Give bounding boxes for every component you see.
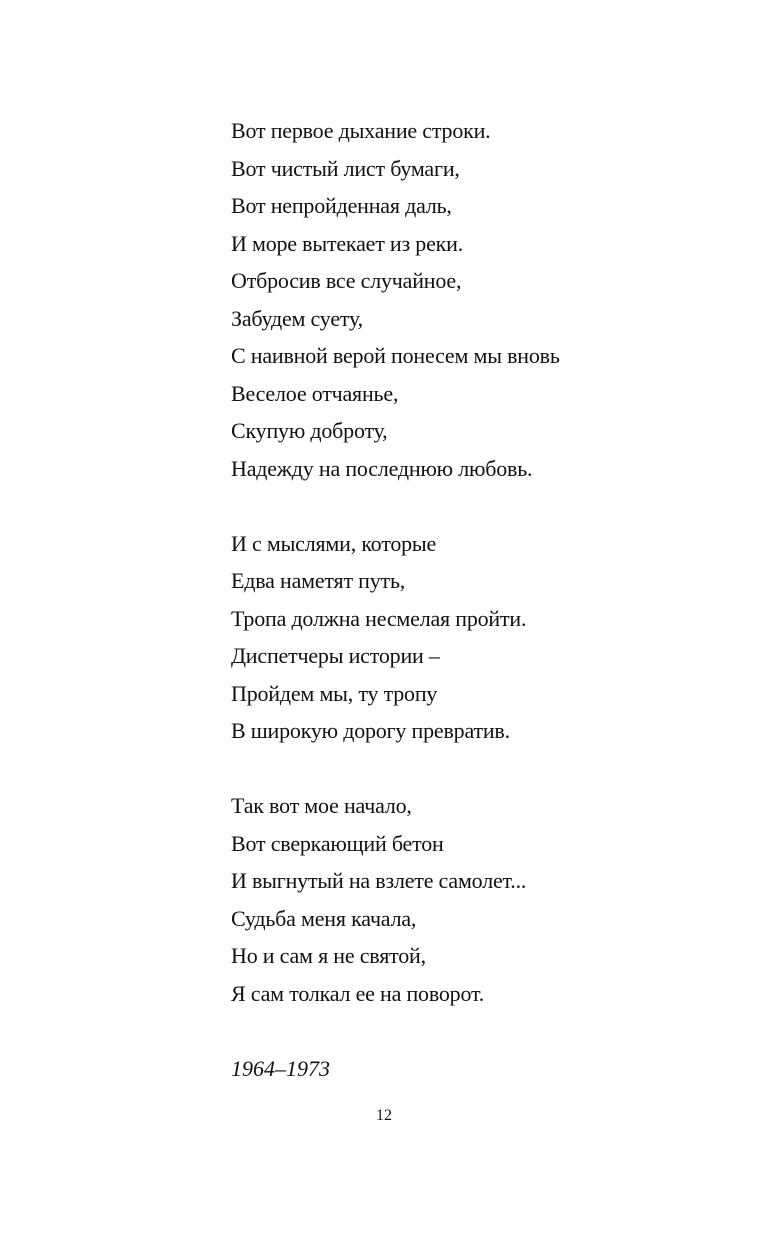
poem-line: Но и сам я не святой, (231, 943, 426, 968)
poem-line: Веселое отчаянье, (231, 380, 399, 406)
page-number: 12 (376, 1107, 392, 1124)
stanza-3 (231, 787, 691, 1012)
poem-line: И выгнутый на взлете самолет... (231, 868, 527, 893)
poem-line: Диспетчеры истории – (231, 643, 440, 668)
stanza-1 (231, 112, 691, 487)
stanza-2 (231, 525, 691, 750)
poem-line: И с мыслями, которые (231, 530, 437, 556)
poem-line: И море вытекает из реки. (231, 230, 464, 256)
poem-line: Вот чистый лист бумаги, (231, 155, 460, 181)
stanza-divider (231, 487, 691, 525)
poem-line: Забудем суету, (231, 305, 363, 331)
poem (231, 112, 691, 1087)
poem-line: Судьба меня качала, (231, 905, 417, 931)
poem-line: Надежду на последнюю любовь. (231, 455, 533, 481)
poem-line: Едва наметят путь, (231, 568, 406, 593)
poem-line: Вот непройденная даль, (231, 193, 452, 218)
poem-line: С наивной верой понесем мы вновь (231, 343, 560, 368)
poem-line: В широкую дорогу превратив. (231, 718, 510, 743)
poem-line: Так вот мое начало, (231, 793, 412, 818)
poem-line: Я сам толкал ее на поворот. (231, 980, 485, 1006)
poem-line: Отбросив все случайное, (231, 268, 462, 293)
poem-line: Скупую доброту, (231, 418, 388, 443)
poem-line: Тропа должна несмелая пройти. (231, 605, 527, 631)
poem-line: Пройдем мы, ту тропу (231, 680, 438, 706)
poem-line: Вот первое дыхание строки. (231, 118, 491, 143)
stanza-divider (231, 750, 691, 788)
poem-line: Вот сверкающий бетон (231, 830, 444, 856)
poem-dates: 1964–1973 (231, 1055, 330, 1081)
